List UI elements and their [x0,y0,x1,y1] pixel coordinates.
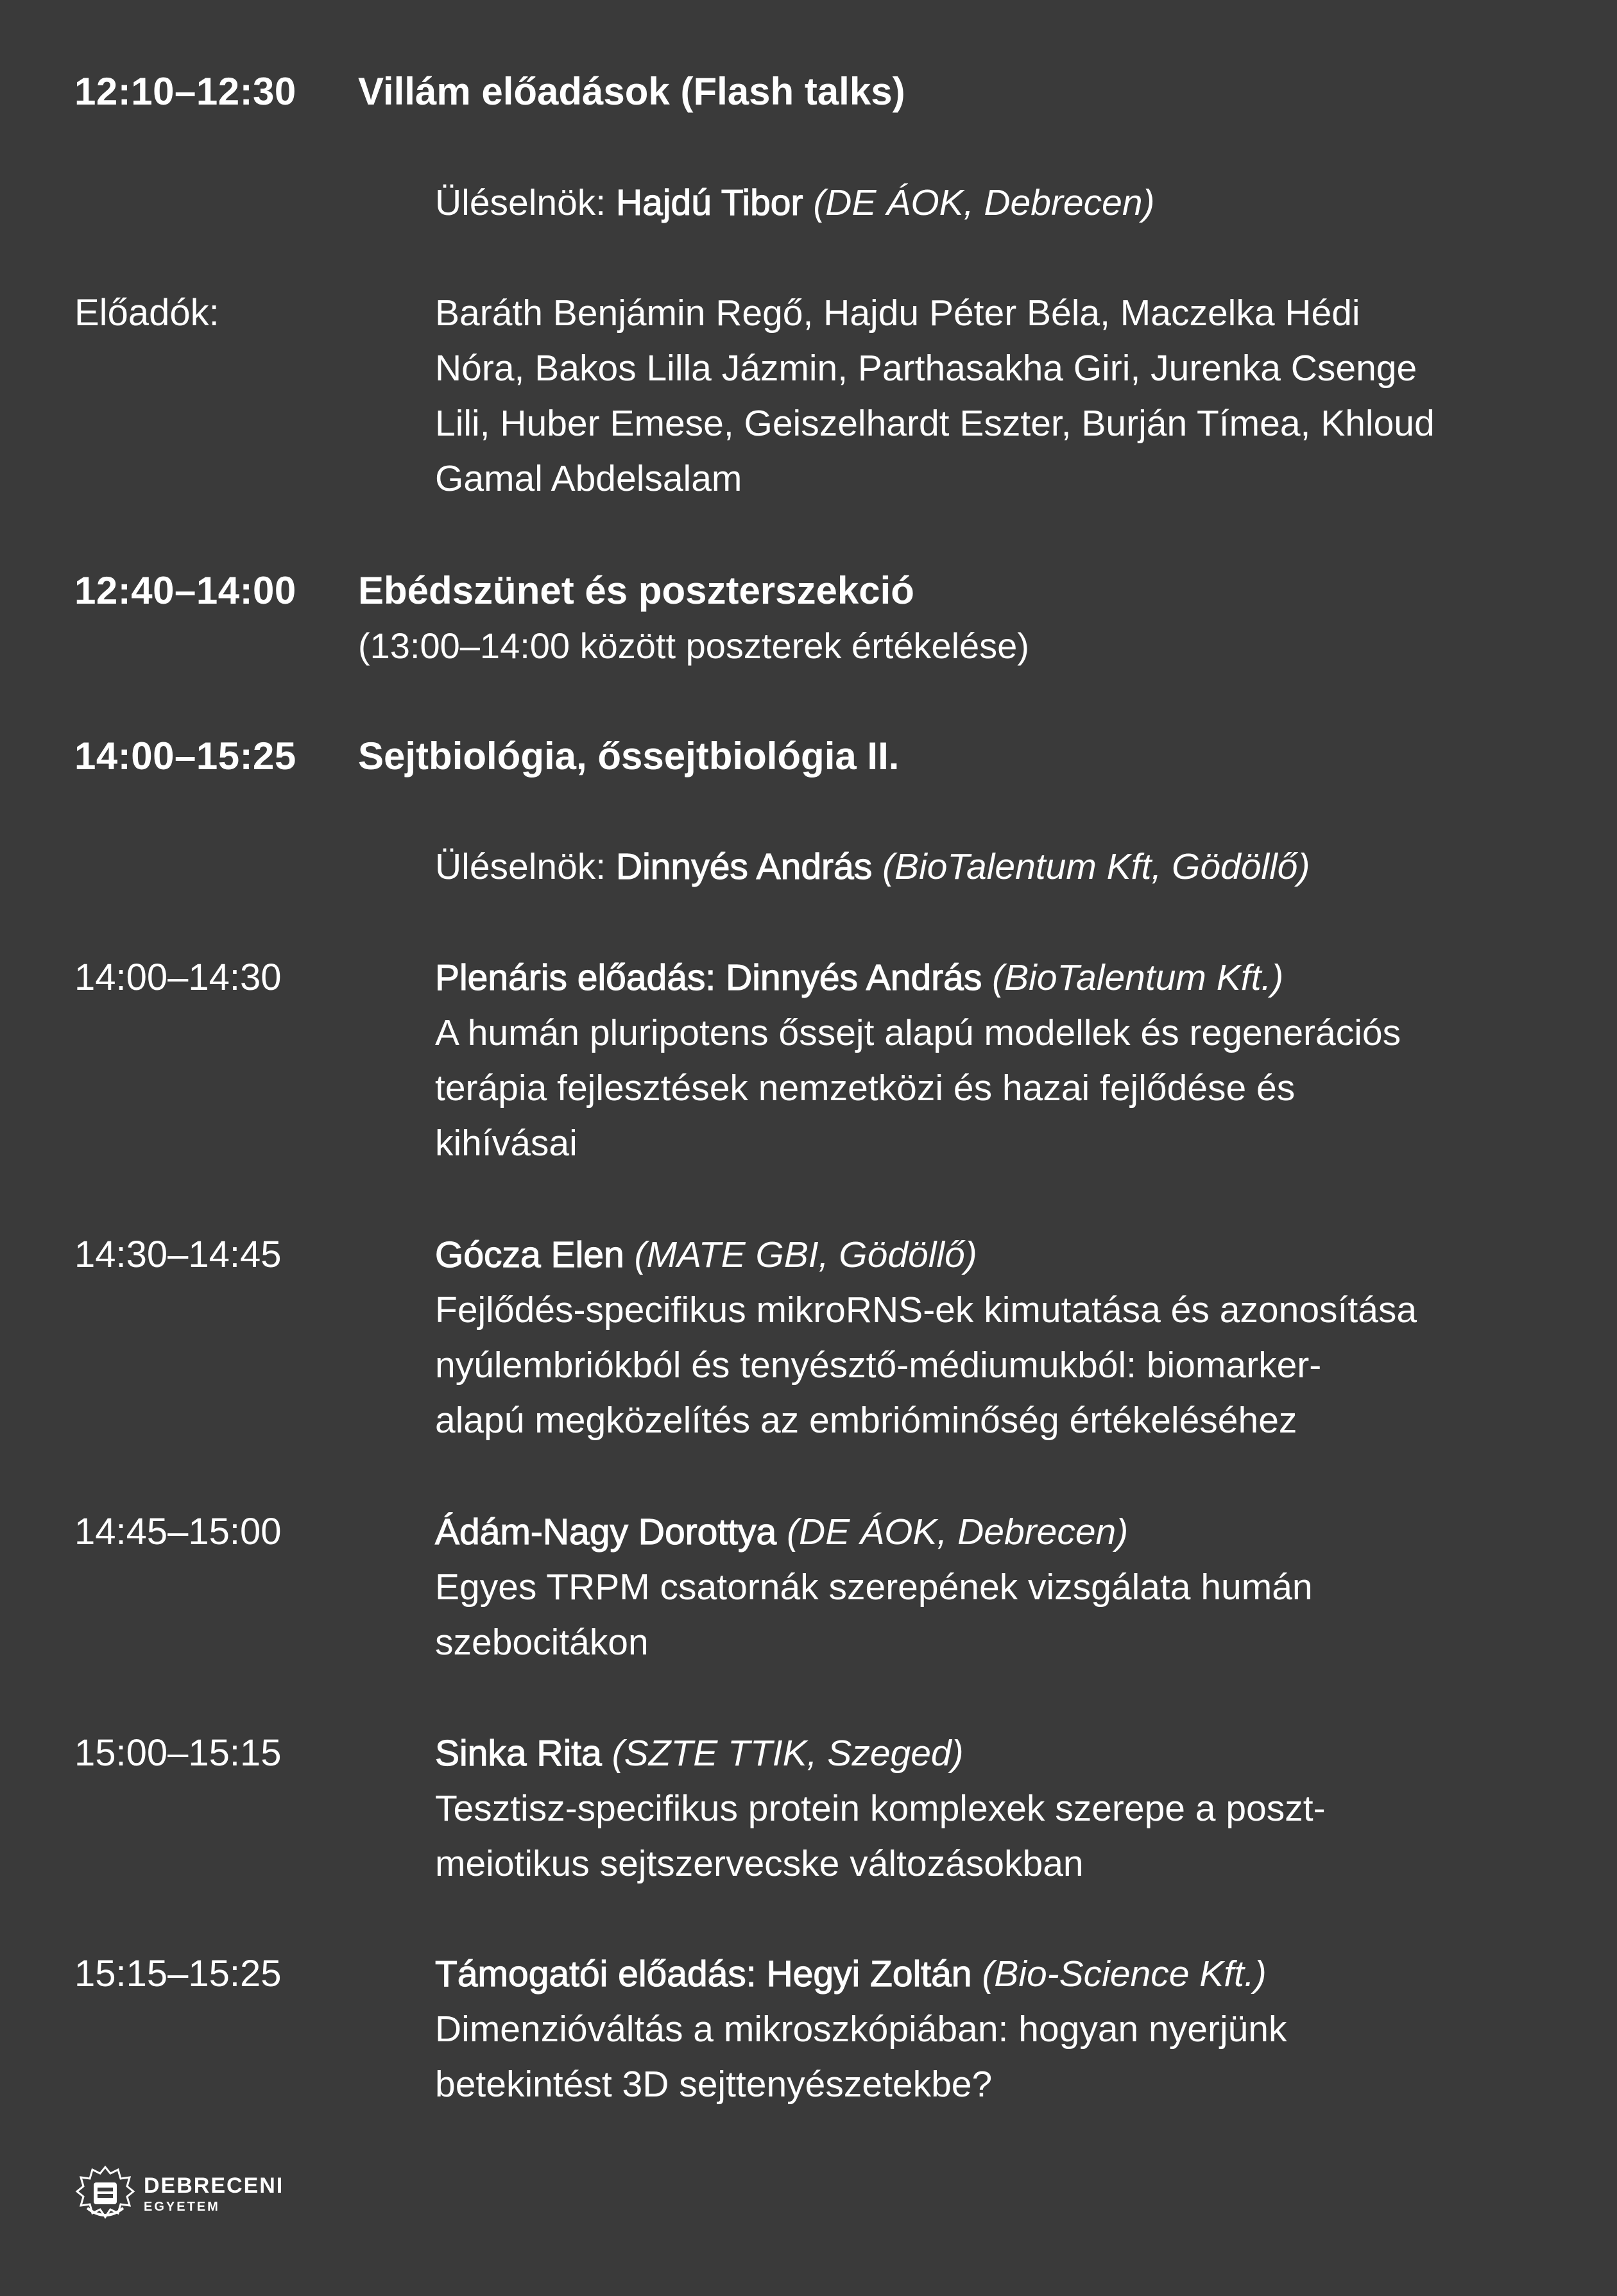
chair-institution: (DE ÁOK, Debrecen) [813,182,1155,223]
talk-title-line: nyúlembriókból és tenyésztő-médiumukból: biomarker- [435,1345,1322,1386]
session-title: Ebédszünet és poszterszekció [358,569,914,612]
session-time: 12:40–14:00 [74,569,296,612]
speakers-line: Lili, Huber Emese, Geiszelhardt Eszter, Burján Tímea, Khloud [435,403,1435,444]
talk-title-line: Tesztisz-specifikus protein komplexek szerepe a poszt- [435,1788,1326,1829]
chair-institution: (BioTalentum Kft, Gödöllő) [882,846,1310,887]
talk-institution: (DE ÁOK, Debrecen) [787,1511,1129,1552]
university-logo [74,2163,284,2225]
talk-speaker: Ádám-Nagy Dorottya [435,1511,777,1552]
talk-title-line: szebocitákon [435,1622,649,1663]
chair-name: Hajdú Tibor [615,182,803,223]
talk-title-line: alapú megközelítés az embrióminőség értékeléséhez [435,1400,1297,1441]
session-subtitle: (13:00–14:00 között poszterek értékelése) [358,625,1029,666]
session-title: Sejtbiológia, őssejtbiológia II. [358,735,900,778]
talk-title-line: terápia fejlesztések nemzetközi és hazai fejlődése és [435,1067,1296,1109]
talk-title-line: Dimenzióváltás a mikroszkópiában: hogyan nyerjünk [435,2009,1287,2050]
talk-time: 15:00–15:15 [74,1732,282,1774]
talk-title-line: A humán pluripotens őssejt alapú modellek és regenerációs [435,1012,1401,1053]
talk-institution: (MATE GBI, Gödöllő) [634,1234,977,1275]
speakers-line: Gamal Abdelsalam [435,458,742,499]
session-time: 14:00–15:25 [74,735,296,778]
talk-time: 14:00–14:30 [74,957,282,998]
talk-time: 14:30–14:45 [74,1234,282,1275]
session-title: Villám előadások (Flash talks) [358,70,905,113]
logo-main-text: DEBRECENI [144,2173,284,2198]
talk-speaker: Támogatói előadás: Hegyi Zoltán [435,1953,972,1994]
talk-time: 15:15–15:25 [74,1953,282,1994]
talk-title-line: Fejlődés-specifikus mikroRNS-ek kimutatása és azonosítása [435,1289,1417,1331]
chair-label: Üléselnök: [435,182,606,223]
university-crest-icon [74,2163,136,2225]
talk-title-line: betekintést 3D sejttenyészetekbe? [435,2064,993,2105]
speakers-list [435,285,1609,506]
logo-sub-text: EGYETEM [144,2200,220,2214]
chair-name: Dinnyés András [615,846,873,887]
speakers-label: Előadók: [74,292,219,334]
talk-speaker: Plenáris előadás: Dinnyés András [435,957,982,998]
speakers-line: Nóra, Bakos Lilla Jázmin, Parthasakha Giri, Jurenka Csenge [435,348,1417,389]
talk-title-line: meiotikus sejtszervecske változásokban [435,1843,1084,1884]
chair-label: Üléselnök: [435,846,606,887]
talk-title-line: kihívásai [435,1123,578,1164]
talk-institution: (SZTE TTIK, Szeged) [612,1733,964,1774]
talk-speaker: Sinka Rita [435,1733,602,1774]
talk-title-line: Egyes TRPM csatornák szerepének vizsgálata humán [435,1567,1313,1608]
talk-time: 14:45–15:00 [74,1511,282,1552]
talk-speaker: Gócza Elen [435,1234,624,1275]
speakers-line: Baráth Benjámin Regő, Hajdu Péter Béla, Maczelka Hédi [435,293,1360,334]
talk-institution: (BioTalentum Kft.) [992,957,1284,998]
talk-institution: (Bio-Science Kft.) [982,1953,1267,1994]
session-time: 12:10–12:30 [74,70,296,113]
